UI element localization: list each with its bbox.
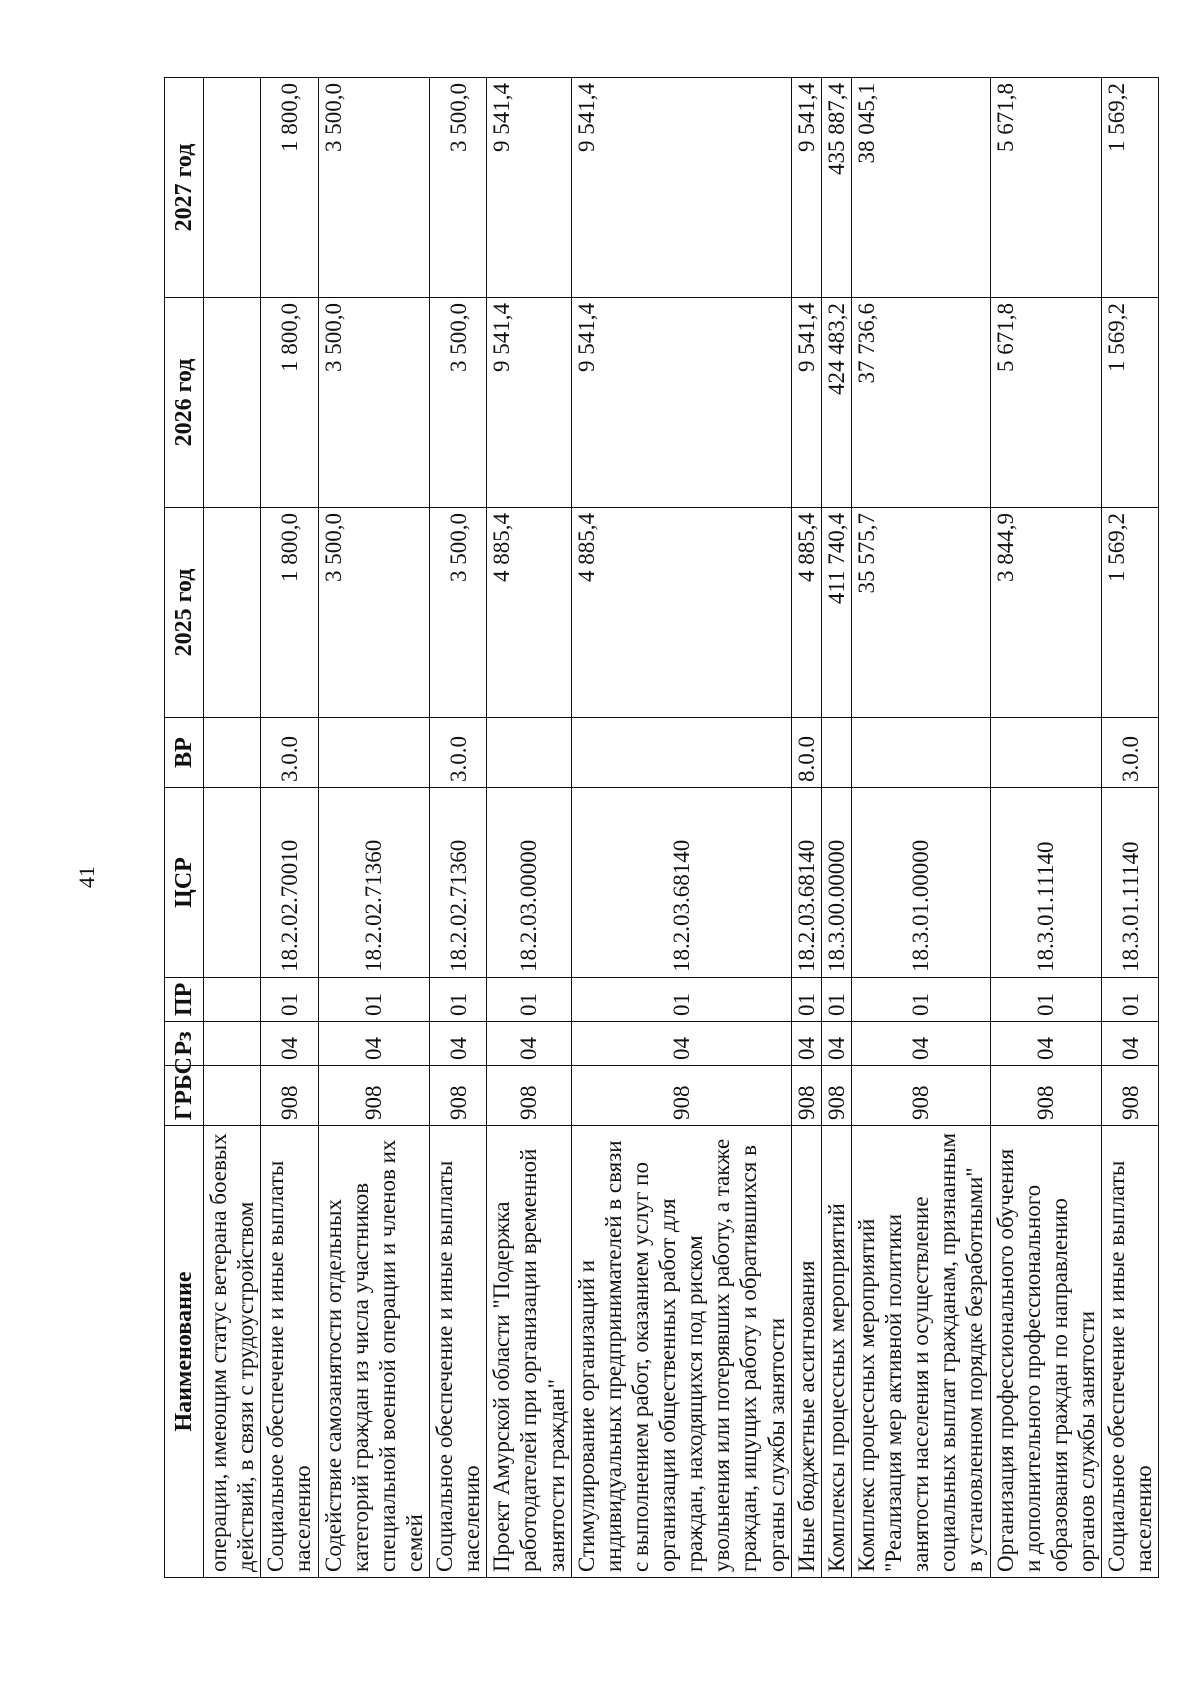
row-rz: 04 bbox=[261, 1022, 318, 1066]
row-csr bbox=[204, 788, 261, 978]
row-2026: 3 500,0 bbox=[318, 298, 430, 508]
table-row bbox=[318, 78, 430, 1578]
header-csr: ЦСР bbox=[165, 788, 204, 978]
row-csr: 18.3.01.11140 bbox=[1102, 788, 1159, 978]
row-vr: 3.0.0 bbox=[1102, 718, 1159, 788]
row-pr: 01 bbox=[1102, 978, 1159, 1022]
row-csr: 18.2.03.00000 bbox=[487, 788, 571, 978]
header-rz: Рз bbox=[165, 1022, 204, 1066]
row-vr: 3.0.0 bbox=[261, 718, 318, 788]
row-2025: 3 844,9 bbox=[990, 508, 1102, 718]
table-row bbox=[821, 78, 851, 1578]
row-name: Социальное обеспечение и иные выплаты населению bbox=[1102, 1126, 1159, 1578]
row-2027: 1 800,0 bbox=[261, 78, 318, 298]
row-grbs: 908 bbox=[821, 1066, 851, 1126]
row-2026: 1 800,0 bbox=[261, 298, 318, 508]
row-2027: 9 541,4 bbox=[791, 78, 821, 298]
row-vr bbox=[204, 718, 261, 788]
row-pr: 01 bbox=[261, 978, 318, 1022]
row-2026: 9 541,4 bbox=[791, 298, 821, 508]
row-vr bbox=[487, 718, 571, 788]
row-rz: 04 bbox=[571, 1022, 791, 1066]
row-vr bbox=[821, 718, 851, 788]
row-vr bbox=[571, 718, 791, 788]
row-2027: 3 500,0 bbox=[430, 78, 487, 298]
row-2025: 3 500,0 bbox=[318, 508, 430, 718]
table-header-row bbox=[165, 78, 204, 1578]
row-rz: 04 bbox=[487, 1022, 571, 1066]
row-grbs: 908 bbox=[261, 1066, 318, 1126]
row-rz: 04 bbox=[430, 1022, 487, 1066]
header-grbs: ГРБС bbox=[165, 1066, 204, 1126]
row-pr: 01 bbox=[487, 978, 571, 1022]
row-2025: 35 575,7 bbox=[851, 508, 990, 718]
table-row bbox=[204, 78, 261, 1578]
row-2027: 38 045,1 bbox=[851, 78, 990, 298]
row-name: Организация профессионального обучения и дополнительного профессионального образования граждан по направлению органов службы занятости bbox=[990, 1126, 1102, 1578]
row-name: Комплексы процессных мероприятий bbox=[821, 1126, 851, 1578]
row-2025: 4 885,4 bbox=[571, 508, 791, 718]
budget-table bbox=[164, 77, 1159, 1578]
header-2027: 2027 год bbox=[165, 78, 204, 298]
budget-table-container bbox=[164, 78, 1157, 1578]
row-grbs bbox=[204, 1066, 261, 1126]
row-2027: 435 887,4 bbox=[821, 78, 851, 298]
page-number: 41 bbox=[74, 866, 99, 888]
row-csr: 18.2.03.68140 bbox=[791, 788, 821, 978]
row-vr bbox=[851, 718, 990, 788]
row-csr: 18.3.01.00000 bbox=[851, 788, 990, 978]
row-vr bbox=[318, 718, 430, 788]
row-grbs: 908 bbox=[851, 1066, 990, 1126]
row-csr: 18.2.03.68140 bbox=[571, 788, 791, 978]
row-vr bbox=[990, 718, 1102, 788]
row-2025: 1 800,0 bbox=[261, 508, 318, 718]
row-pr: 01 bbox=[571, 978, 791, 1022]
row-2025: 4 885,4 bbox=[487, 508, 571, 718]
row-grbs: 908 bbox=[791, 1066, 821, 1126]
table-row bbox=[990, 78, 1102, 1578]
row-2027: 9 541,4 bbox=[487, 78, 571, 298]
header-pr: ПР bbox=[165, 978, 204, 1022]
table-row bbox=[1102, 78, 1159, 1578]
row-grbs: 908 bbox=[318, 1066, 430, 1126]
row-2026: 9 541,4 bbox=[571, 298, 791, 508]
row-name: Стимулирование организаций и индивидуальных предпринимателей в связи с выполнением работ, оказанием услуг по организации общественных работ для граждан, находящихся под риском увольнения или потерявших работу, а также граждан, ищущих работу и обратившихся в органы службы занятости bbox=[571, 1126, 791, 1578]
row-grbs: 908 bbox=[430, 1066, 487, 1126]
row-2027: 3 500,0 bbox=[318, 78, 430, 298]
row-grbs: 908 bbox=[990, 1066, 1102, 1126]
row-pr: 01 bbox=[990, 978, 1102, 1022]
row-2026: 1 569,2 bbox=[1102, 298, 1159, 508]
header-2025: 2025 год bbox=[165, 508, 204, 718]
row-2026: 9 541,4 bbox=[487, 298, 571, 508]
row-2026: 5 671,8 bbox=[990, 298, 1102, 508]
row-grbs: 908 bbox=[1102, 1066, 1159, 1126]
row-rz: 04 bbox=[990, 1022, 1102, 1066]
header-name: Наименование bbox=[165, 1126, 204, 1578]
row-name: Комплекс процессных мероприятий "Реализация мер активной политики занятости населения и осуществление социальных выплат гражданам, признанным в установленном порядке безработными" bbox=[851, 1126, 990, 1578]
row-pr: 01 bbox=[791, 978, 821, 1022]
row-name: Содействие самозанятости отдельных категорий граждан из числа участников специальной военной операции и членов их семей bbox=[318, 1126, 430, 1578]
row-vr: 8.0.0 bbox=[791, 718, 821, 788]
row-2025: 1 569,2 bbox=[1102, 508, 1159, 718]
row-2026: 37 736,6 bbox=[851, 298, 990, 508]
row-name: Проект Амурской области "Подержка работодателей при организации временной занятости граждан" bbox=[487, 1126, 571, 1578]
row-rz: 04 bbox=[1102, 1022, 1159, 1066]
header-2026: 2026 год bbox=[165, 298, 204, 508]
row-2025: 4 885,4 bbox=[791, 508, 821, 718]
row-2026: 3 500,0 bbox=[430, 298, 487, 508]
row-2025 bbox=[204, 508, 261, 718]
row-pr bbox=[204, 978, 261, 1022]
row-pr: 01 bbox=[821, 978, 851, 1022]
row-2027 bbox=[204, 78, 261, 298]
row-csr: 18.2.02.71360 bbox=[430, 788, 487, 978]
row-name: Социальное обеспечение и иные выплаты населению bbox=[261, 1126, 318, 1578]
row-rz bbox=[204, 1022, 261, 1066]
row-csr: 18.2.02.71360 bbox=[318, 788, 430, 978]
row-name: операции, имеющим статус ветерана боевых действий, в связи с трудоустройством bbox=[204, 1126, 261, 1578]
row-grbs: 908 bbox=[571, 1066, 791, 1126]
row-rz: 04 bbox=[851, 1022, 990, 1066]
row-name: Социальное обеспечение и иные выплаты населению bbox=[430, 1126, 487, 1578]
row-pr: 01 bbox=[318, 978, 430, 1022]
row-rz: 04 bbox=[821, 1022, 851, 1066]
row-rz: 04 bbox=[791, 1022, 821, 1066]
table-row bbox=[430, 78, 487, 1578]
row-pr: 01 bbox=[430, 978, 487, 1022]
row-grbs: 908 bbox=[487, 1066, 571, 1126]
row-csr: 18.3.01.11140 bbox=[990, 788, 1102, 978]
row-csr: 18.2.02.70010 bbox=[261, 788, 318, 978]
table-row bbox=[261, 78, 318, 1578]
row-vr: 3.0.0 bbox=[430, 718, 487, 788]
table-row bbox=[487, 78, 571, 1578]
row-pr: 01 bbox=[851, 978, 990, 1022]
row-2025: 411 740,4 bbox=[821, 508, 851, 718]
table-row bbox=[571, 78, 791, 1578]
row-csr: 18.3.00.00000 bbox=[821, 788, 851, 978]
row-2027: 1 569,2 bbox=[1102, 78, 1159, 298]
row-name: Иные бюджетные ассигнования bbox=[791, 1126, 821, 1578]
row-2026 bbox=[204, 298, 261, 508]
row-2027: 5 671,8 bbox=[990, 78, 1102, 298]
row-2026: 424 483,2 bbox=[821, 298, 851, 508]
row-2025: 3 500,0 bbox=[430, 508, 487, 718]
row-2027: 9 541,4 bbox=[571, 78, 791, 298]
table-row bbox=[851, 78, 990, 1578]
table-row bbox=[791, 78, 821, 1578]
row-rz: 04 bbox=[318, 1022, 430, 1066]
header-vr: ВР bbox=[165, 718, 204, 788]
